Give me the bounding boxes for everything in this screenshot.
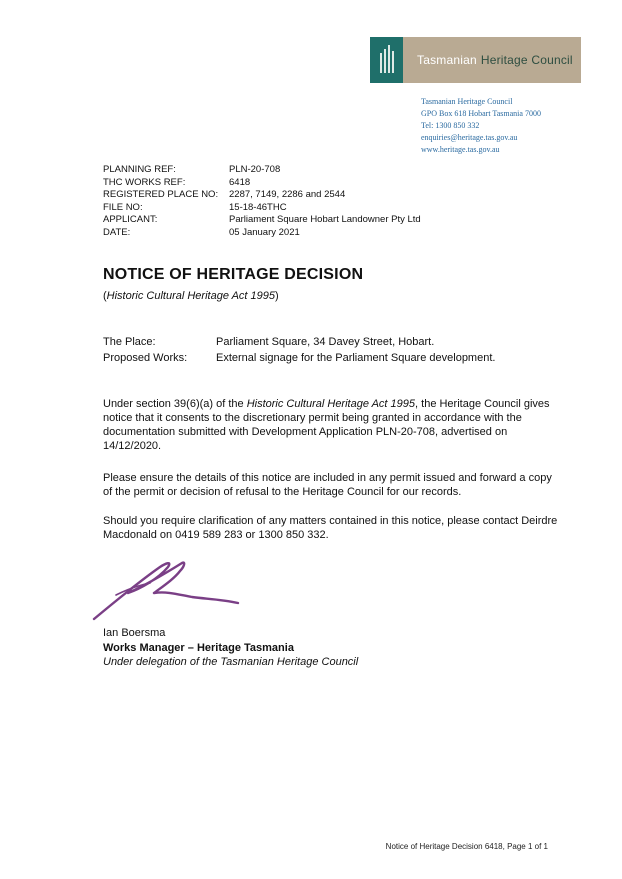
address-postal: GPO Box 618 Hobart Tasmania 7000 (421, 109, 541, 118)
act-citation (103, 290, 279, 302)
page-footer: Notice of Heritage Decision 6418, Page 1 of 1 (385, 842, 548, 851)
notice-title: NOTICE OF HERITAGE DECISION (103, 266, 364, 283)
ref-value: 6418 (229, 176, 251, 188)
contact-paragraph: Should you require clarification of any matters contained in this notice, please contact Deirdre Macdonald on 0419 589 283 or 1300 850 332. (103, 515, 558, 541)
ref-value: 05 January 2021 (229, 226, 300, 238)
ref-row (103, 214, 421, 227)
works-row (103, 350, 495, 366)
act-close-paren: ) (275, 290, 279, 302)
ref-row (103, 202, 421, 215)
ref-label: THC WORKS REF: (103, 176, 186, 188)
ref-value: PLN-20-708 (229, 164, 281, 175)
logo-wordmark (403, 37, 581, 83)
ref-row (103, 189, 421, 202)
address-website: www.heritage.tas.gov.au (421, 145, 500, 154)
place-details (103, 334, 495, 366)
consent-act-name: Historic Cultural Heritage Act 1995 (246, 398, 416, 410)
signatory-position: Works Manager – Heritage Tasmania (103, 641, 294, 654)
council-address (421, 96, 541, 156)
logo-word-tasmanian: Tasmanian (417, 53, 477, 67)
consent-paragraph (103, 397, 563, 453)
address-email: enquiries@heritage.tas.gov.au (421, 133, 518, 142)
signoff-block (103, 626, 358, 670)
act-open-paren: ( (103, 290, 107, 302)
permit-paragraph: Please ensure the details of this notice are included in any permit issued and forward a copy of the permit or decision of refusal to the Heritage Council for our records. (103, 472, 552, 498)
ref-label: DATE: (103, 226, 131, 238)
works-value: External signage for the Parliament Square development. (216, 352, 496, 364)
signatory-name: Ian Boersma (103, 627, 166, 639)
heritage-council-logo (370, 37, 581, 83)
ref-label: FILE NO: (103, 201, 143, 213)
signatory-delegation: Under delegation of the Tasmanian Heritage Council (103, 656, 359, 668)
ref-label: APPLICANT: (103, 214, 158, 225)
reference-block (103, 164, 421, 239)
ref-row (103, 164, 421, 177)
consent-text-b: , the Heritage Council gives notice that it consents to the discretionary permit being granted in accordance with the documentation submitted with Development Application PLN-20-708, advertised on 14/12/2020. (103, 398, 550, 452)
logo-word-heritage-council: Heritage Council (480, 53, 573, 67)
ref-row (103, 177, 421, 190)
act-name: Historic Cultural Heritage Act 1995 (106, 290, 276, 302)
ref-value: 15-18-46THC (229, 201, 287, 213)
place-label: The Place: (103, 336, 156, 348)
consent-text-a: Under section 39(6)(a) of the (103, 398, 247, 410)
ref-label: PLANNING REF: (103, 164, 176, 175)
place-value: Parliament Square, 34 Davey Street, Hobart. (216, 336, 435, 348)
ref-value: 2287, 7149, 2286 and 2544 (229, 189, 346, 200)
columns-icon (370, 37, 403, 83)
address-phone: Tel: 1300 850 332 (421, 121, 480, 130)
works-label: Proposed Works: (103, 352, 188, 364)
signature-image (88, 555, 248, 625)
address-org: Tasmanian Heritage Council (421, 97, 513, 106)
ref-value: Parliament Square Hobart Landowner Pty Ltd (229, 214, 421, 225)
ref-row (103, 227, 421, 240)
place-row (103, 334, 495, 350)
ref-label: REGISTERED PLACE NO: (103, 189, 219, 200)
